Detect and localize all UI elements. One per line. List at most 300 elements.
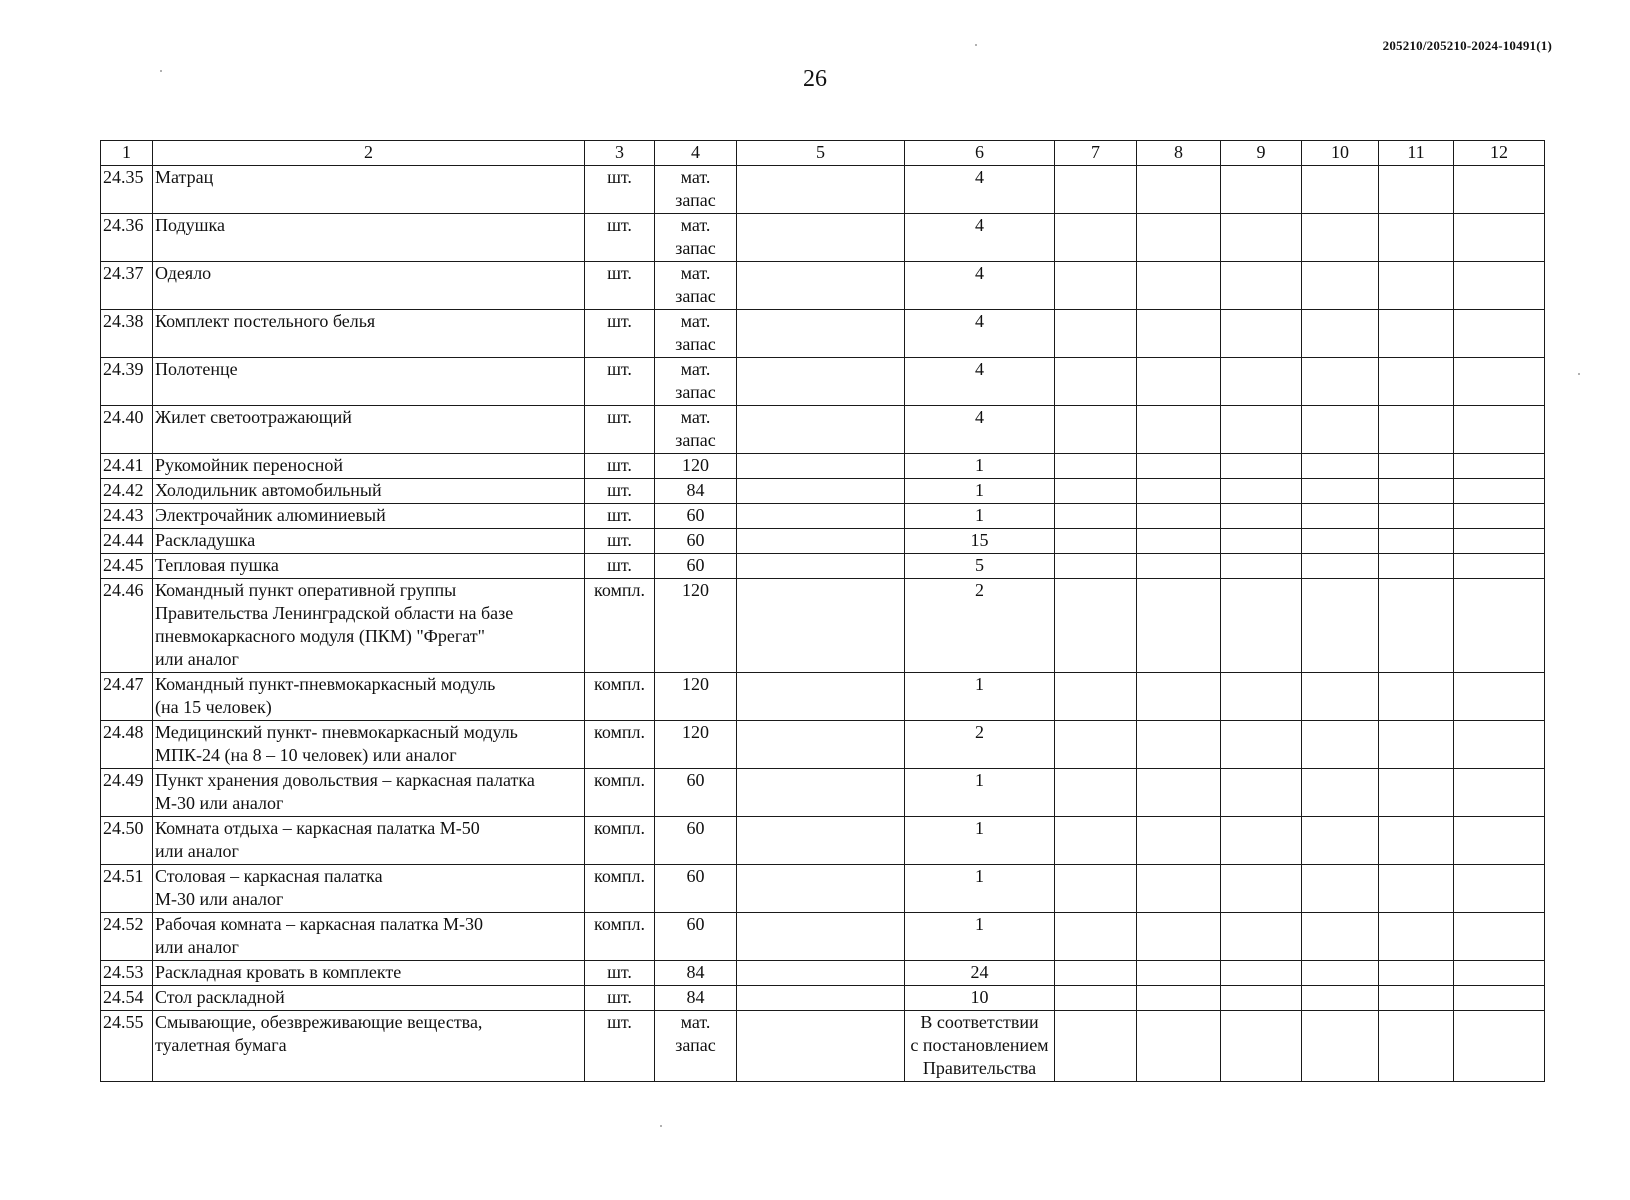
column-header-6: 6 — [905, 141, 1055, 166]
item-unit: шт. — [585, 529, 655, 554]
column-header-5: 5 — [737, 141, 905, 166]
item-name — [153, 961, 585, 986]
item-term-line: 60 — [686, 818, 705, 838]
item-name-line: Раскладная кровать в комплекте — [155, 962, 402, 982]
item-code: 24.35 — [101, 166, 153, 214]
empty-cell-col9 — [1221, 358, 1302, 406]
table-row — [101, 479, 1545, 504]
table-row — [101, 721, 1545, 769]
item-col5 — [737, 986, 905, 1011]
item-name-line: Командный пункт-пневмокаркасный модуль — [155, 674, 496, 694]
empty-cell-col10 — [1302, 913, 1379, 961]
item-col5 — [737, 865, 905, 913]
empty-cell-col7 — [1055, 1011, 1137, 1082]
empty-cell-col9 — [1221, 262, 1302, 310]
item-code: 24.44 — [101, 529, 153, 554]
item-col5 — [737, 406, 905, 454]
item-code: 24.50 — [101, 817, 153, 865]
column-header-12: 12 — [1454, 141, 1545, 166]
column-header-1: 1 — [101, 141, 153, 166]
item-quantity-line: 10 — [970, 987, 989, 1007]
item-unit: шт. — [585, 262, 655, 310]
empty-cell-col11 — [1379, 865, 1454, 913]
table-row — [101, 579, 1545, 673]
item-term-line: мат. — [680, 359, 711, 379]
item-quantity — [905, 554, 1055, 579]
empty-cell-col8 — [1137, 961, 1221, 986]
item-name-line: М-30 или аналог — [155, 889, 284, 909]
item-unit: шт. — [585, 479, 655, 504]
empty-cell-col10 — [1302, 721, 1379, 769]
item-quantity — [905, 817, 1055, 865]
empty-cell-col8 — [1137, 358, 1221, 406]
item-col5 — [737, 529, 905, 554]
empty-cell-col9 — [1221, 1011, 1302, 1082]
empty-cell-col8 — [1137, 986, 1221, 1011]
item-quantity-line: 1 — [975, 914, 984, 934]
empty-cell-col8 — [1137, 454, 1221, 479]
empty-cell-col12 — [1454, 579, 1545, 673]
item-code: 24.41 — [101, 454, 153, 479]
empty-cell-col7 — [1055, 262, 1137, 310]
empty-cell-col11 — [1379, 529, 1454, 554]
empty-cell-col12 — [1454, 721, 1545, 769]
table-row — [101, 865, 1545, 913]
table-header-row — [101, 141, 1545, 166]
item-quantity — [905, 721, 1055, 769]
item-name — [153, 721, 585, 769]
empty-cell-col9 — [1221, 913, 1302, 961]
equipment-table — [100, 140, 1545, 1082]
empty-cell-col7 — [1055, 865, 1137, 913]
item-quantity-line: 2 — [975, 580, 984, 600]
empty-cell-col7 — [1055, 769, 1137, 817]
item-unit: компл. — [585, 769, 655, 817]
empty-cell-col9 — [1221, 454, 1302, 479]
empty-cell-col12 — [1454, 310, 1545, 358]
empty-cell-col11 — [1379, 1011, 1454, 1082]
empty-cell-col9 — [1221, 986, 1302, 1011]
item-term-line: 120 — [682, 455, 709, 475]
empty-cell-col12 — [1454, 865, 1545, 913]
item-name-line: туалетная бумага — [155, 1035, 287, 1055]
item-quantity — [905, 310, 1055, 358]
item-term-line: 120 — [682, 580, 709, 600]
empty-cell-col7 — [1055, 817, 1137, 865]
item-quantity-line: В соответствии — [920, 1012, 1039, 1032]
item-term-line: 60 — [686, 866, 705, 886]
column-header-3: 3 — [585, 141, 655, 166]
table-row — [101, 310, 1545, 358]
empty-cell-col8 — [1137, 214, 1221, 262]
empty-cell-col9 — [1221, 721, 1302, 769]
table-row — [101, 504, 1545, 529]
item-name — [153, 529, 585, 554]
item-name-line: Столовая – каркасная палатка — [155, 866, 383, 886]
item-term-line: мат. — [680, 407, 711, 427]
item-code: 24.40 — [101, 406, 153, 454]
table-row — [101, 262, 1545, 310]
item-code: 24.49 — [101, 769, 153, 817]
item-name — [153, 504, 585, 529]
empty-cell-col11 — [1379, 406, 1454, 454]
item-term-line: 60 — [686, 770, 705, 790]
item-name-line: Раскладушка — [155, 530, 256, 550]
empty-cell-col8 — [1137, 406, 1221, 454]
item-code: 24.53 — [101, 961, 153, 986]
empty-cell-col9 — [1221, 579, 1302, 673]
item-col5 — [737, 479, 905, 504]
item-name — [153, 913, 585, 961]
empty-cell-col12 — [1454, 406, 1545, 454]
item-name — [153, 479, 585, 504]
empty-cell-col9 — [1221, 865, 1302, 913]
empty-cell-col10 — [1302, 310, 1379, 358]
item-name — [153, 579, 585, 673]
item-unit: шт. — [585, 214, 655, 262]
item-unit: компл. — [585, 913, 655, 961]
empty-cell-col10 — [1302, 817, 1379, 865]
item-name-line: Электрочайник алюминиевый — [155, 505, 386, 525]
empty-cell-col8 — [1137, 865, 1221, 913]
empty-cell-col10 — [1302, 554, 1379, 579]
item-term-line: запас — [675, 430, 716, 450]
item-name — [153, 769, 585, 817]
empty-cell-col9 — [1221, 406, 1302, 454]
empty-cell-col7 — [1055, 406, 1137, 454]
table-row — [101, 961, 1545, 986]
item-quantity-line: 1 — [975, 455, 984, 475]
item-name-line: МПК-24 (на 8 – 10 человек) или аналог — [155, 745, 457, 765]
item-term — [655, 406, 737, 454]
empty-cell-col8 — [1137, 673, 1221, 721]
column-header-10: 10 — [1302, 141, 1379, 166]
item-quantity — [905, 166, 1055, 214]
item-col5 — [737, 554, 905, 579]
item-term — [655, 358, 737, 406]
item-quantity — [905, 961, 1055, 986]
item-unit: шт. — [585, 406, 655, 454]
item-unit: шт. — [585, 961, 655, 986]
empty-cell-col11 — [1379, 554, 1454, 579]
empty-cell-col8 — [1137, 913, 1221, 961]
item-unit: шт. — [585, 310, 655, 358]
item-term — [655, 721, 737, 769]
item-quantity-line: 1 — [975, 866, 984, 886]
item-unit: шт. — [585, 554, 655, 579]
item-col5 — [737, 166, 905, 214]
empty-cell-col10 — [1302, 1011, 1379, 1082]
table-row — [101, 454, 1545, 479]
empty-cell-col10 — [1302, 479, 1379, 504]
item-code: 24.45 — [101, 554, 153, 579]
empty-cell-col8 — [1137, 262, 1221, 310]
item-col5 — [737, 961, 905, 986]
item-name — [153, 817, 585, 865]
item-code: 24.37 — [101, 262, 153, 310]
item-col5 — [737, 579, 905, 673]
item-quantity-line: с постановлением — [910, 1035, 1049, 1055]
item-unit: компл. — [585, 579, 655, 673]
item-quantity — [905, 865, 1055, 913]
empty-cell-col10 — [1302, 358, 1379, 406]
empty-cell-col8 — [1137, 529, 1221, 554]
empty-cell-col11 — [1379, 454, 1454, 479]
item-name-line: Рабочая комната – каркасная палатка М-30 — [155, 914, 484, 934]
item-code: 24.52 — [101, 913, 153, 961]
empty-cell-col11 — [1379, 479, 1454, 504]
item-term-line: 60 — [686, 914, 705, 934]
empty-cell-col8 — [1137, 1011, 1221, 1082]
empty-cell-col9 — [1221, 166, 1302, 214]
item-name — [153, 1011, 585, 1082]
document-id: 205210/205210-2024-10491(1) — [1382, 38, 1552, 53]
item-unit: шт. — [585, 1011, 655, 1082]
item-name-line: Комплект постельного белья — [155, 311, 376, 331]
empty-cell-col7 — [1055, 913, 1137, 961]
item-col5 — [737, 721, 905, 769]
item-name-line: Матрац — [155, 167, 214, 187]
empty-cell-col9 — [1221, 504, 1302, 529]
item-quantity-line: 4 — [975, 215, 984, 235]
item-term — [655, 166, 737, 214]
empty-cell-col7 — [1055, 986, 1137, 1011]
item-name — [153, 554, 585, 579]
table-row — [101, 358, 1545, 406]
empty-cell-col12 — [1454, 454, 1545, 479]
item-name-line: Командный пункт оперативной группы — [155, 580, 457, 600]
item-col5 — [737, 504, 905, 529]
item-unit: компл. — [585, 817, 655, 865]
empty-cell-col12 — [1454, 166, 1545, 214]
item-quantity — [905, 579, 1055, 673]
empty-cell-col8 — [1137, 579, 1221, 673]
empty-cell-col9 — [1221, 817, 1302, 865]
empty-cell-col10 — [1302, 214, 1379, 262]
item-name — [153, 986, 585, 1011]
item-col5 — [737, 673, 905, 721]
empty-cell-col7 — [1055, 454, 1137, 479]
empty-cell-col8 — [1137, 479, 1221, 504]
empty-cell-col8 — [1137, 817, 1221, 865]
empty-cell-col12 — [1454, 554, 1545, 579]
item-term — [655, 479, 737, 504]
empty-cell-col9 — [1221, 214, 1302, 262]
column-header-11: 11 — [1379, 141, 1454, 166]
item-name-line: (на 15 человек) — [155, 697, 272, 717]
item-term — [655, 673, 737, 721]
item-code: 24.48 — [101, 721, 153, 769]
empty-cell-col12 — [1454, 262, 1545, 310]
empty-cell-col9 — [1221, 529, 1302, 554]
item-quantity — [905, 529, 1055, 554]
empty-cell-col10 — [1302, 961, 1379, 986]
item-name — [153, 865, 585, 913]
item-name-line: Холодильник автомобильный — [155, 480, 382, 500]
empty-cell-col11 — [1379, 504, 1454, 529]
item-name-line: Тепловая пушка — [155, 555, 279, 575]
table-row — [101, 529, 1545, 554]
empty-cell-col7 — [1055, 310, 1137, 358]
item-name-line: Медицинский пункт- пневмокаркасный модуль — [155, 722, 518, 742]
empty-cell-col10 — [1302, 865, 1379, 913]
item-term-line: 120 — [682, 722, 709, 742]
table-body — [101, 166, 1545, 1082]
empty-cell-col8 — [1137, 769, 1221, 817]
item-term — [655, 214, 737, 262]
empty-cell-col10 — [1302, 579, 1379, 673]
empty-cell-col7 — [1055, 529, 1137, 554]
column-header-2: 2 — [153, 141, 585, 166]
table-row — [101, 913, 1545, 961]
table-row — [101, 406, 1545, 454]
item-name-line: Рукомойник переносной — [155, 455, 343, 475]
item-term — [655, 769, 737, 817]
item-code: 24.47 — [101, 673, 153, 721]
item-term-line: запас — [675, 238, 716, 258]
item-quantity-line: 4 — [975, 311, 984, 331]
empty-cell-col11 — [1379, 961, 1454, 986]
empty-cell-col7 — [1055, 504, 1137, 529]
item-quantity-line: 2 — [975, 722, 984, 742]
empty-cell-col10 — [1302, 406, 1379, 454]
empty-cell-col10 — [1302, 529, 1379, 554]
empty-cell-col9 — [1221, 479, 1302, 504]
item-name-line: Жилет светоотражающий — [155, 407, 352, 427]
table-row — [101, 673, 1545, 721]
item-term — [655, 579, 737, 673]
item-col5 — [737, 769, 905, 817]
item-quantity — [905, 214, 1055, 262]
item-quantity — [905, 406, 1055, 454]
item-term-line: 84 — [686, 480, 705, 500]
table-row — [101, 554, 1545, 579]
table-row — [101, 986, 1545, 1011]
empty-cell-col10 — [1302, 166, 1379, 214]
column-header-4: 4 — [655, 141, 737, 166]
item-unit: шт. — [585, 504, 655, 529]
empty-cell-col7 — [1055, 214, 1137, 262]
item-name-line: или аналог — [155, 841, 239, 861]
item-unit: шт. — [585, 986, 655, 1011]
item-name-line: или аналог — [155, 649, 239, 669]
item-quantity-line: 15 — [970, 530, 989, 550]
item-quantity — [905, 504, 1055, 529]
item-col5 — [737, 214, 905, 262]
item-code: 24.55 — [101, 1011, 153, 1082]
empty-cell-col10 — [1302, 504, 1379, 529]
item-term-line: 84 — [686, 962, 705, 982]
item-unit: компл. — [585, 721, 655, 769]
empty-cell-col10 — [1302, 986, 1379, 1011]
empty-cell-col7 — [1055, 358, 1137, 406]
scan-speck — [160, 70, 162, 72]
item-quantity-line: 4 — [975, 407, 984, 427]
scan-speck — [1578, 373, 1580, 375]
empty-cell-col12 — [1454, 529, 1545, 554]
item-code: 24.43 — [101, 504, 153, 529]
item-quantity — [905, 358, 1055, 406]
item-term — [655, 504, 737, 529]
scan-speck — [660, 1125, 662, 1127]
item-quantity-line: Правительства — [922, 1058, 1037, 1078]
empty-cell-col12 — [1454, 358, 1545, 406]
item-term-line: мат. — [680, 311, 711, 331]
item-code: 24.38 — [101, 310, 153, 358]
item-code: 24.54 — [101, 986, 153, 1011]
item-quantity — [905, 479, 1055, 504]
empty-cell-col9 — [1221, 673, 1302, 721]
empty-cell-col9 — [1221, 310, 1302, 358]
item-term — [655, 961, 737, 986]
item-quantity — [905, 454, 1055, 479]
item-term — [655, 817, 737, 865]
item-quantity-line: 24 — [970, 962, 989, 982]
empty-cell-col12 — [1454, 1011, 1545, 1082]
item-name-line: М-30 или аналог — [155, 793, 284, 813]
empty-cell-col7 — [1055, 961, 1137, 986]
item-col5 — [737, 817, 905, 865]
empty-cell-col8 — [1137, 166, 1221, 214]
item-name — [153, 214, 585, 262]
item-col5 — [737, 262, 905, 310]
item-quantity — [905, 769, 1055, 817]
item-term-line: запас — [675, 286, 716, 306]
empty-cell-col12 — [1454, 817, 1545, 865]
empty-cell-col12 — [1454, 214, 1545, 262]
empty-cell-col10 — [1302, 673, 1379, 721]
item-quantity — [905, 986, 1055, 1011]
item-col5 — [737, 913, 905, 961]
empty-cell-col7 — [1055, 673, 1137, 721]
empty-cell-col11 — [1379, 358, 1454, 406]
item-name-line: Одеяло — [155, 263, 212, 283]
item-name-line: Правительства Ленинградской области на базе — [155, 603, 514, 623]
item-term — [655, 1011, 737, 1082]
item-name-line: Комната отдыха – каркасная палатка М-50 — [155, 818, 480, 838]
item-name — [153, 262, 585, 310]
item-term-line: мат. — [680, 215, 711, 235]
empty-cell-col12 — [1454, 769, 1545, 817]
item-name-line: или аналог — [155, 937, 239, 957]
item-name — [153, 406, 585, 454]
empty-cell-col9 — [1221, 961, 1302, 986]
empty-cell-col7 — [1055, 479, 1137, 504]
item-unit: шт. — [585, 166, 655, 214]
empty-cell-col11 — [1379, 913, 1454, 961]
item-term-line: запас — [675, 1035, 716, 1055]
empty-cell-col11 — [1379, 986, 1454, 1011]
item-term-line: запас — [675, 190, 716, 210]
table-row — [101, 214, 1545, 262]
item-unit: шт. — [585, 358, 655, 406]
empty-cell-col11 — [1379, 673, 1454, 721]
item-term-line: 60 — [686, 555, 705, 575]
item-term-line: мат. — [680, 1012, 711, 1032]
empty-cell-col11 — [1379, 214, 1454, 262]
item-col5 — [737, 454, 905, 479]
item-term-line: мат. — [680, 263, 711, 283]
scan-speck — [975, 44, 977, 46]
column-header-9: 9 — [1221, 141, 1302, 166]
item-unit: компл. — [585, 865, 655, 913]
empty-cell-col11 — [1379, 721, 1454, 769]
item-quantity-line: 4 — [975, 359, 984, 379]
item-col5 — [737, 358, 905, 406]
item-name-line: Подушка — [155, 215, 225, 235]
table-row — [101, 1011, 1545, 1082]
item-quantity — [905, 1011, 1055, 1082]
